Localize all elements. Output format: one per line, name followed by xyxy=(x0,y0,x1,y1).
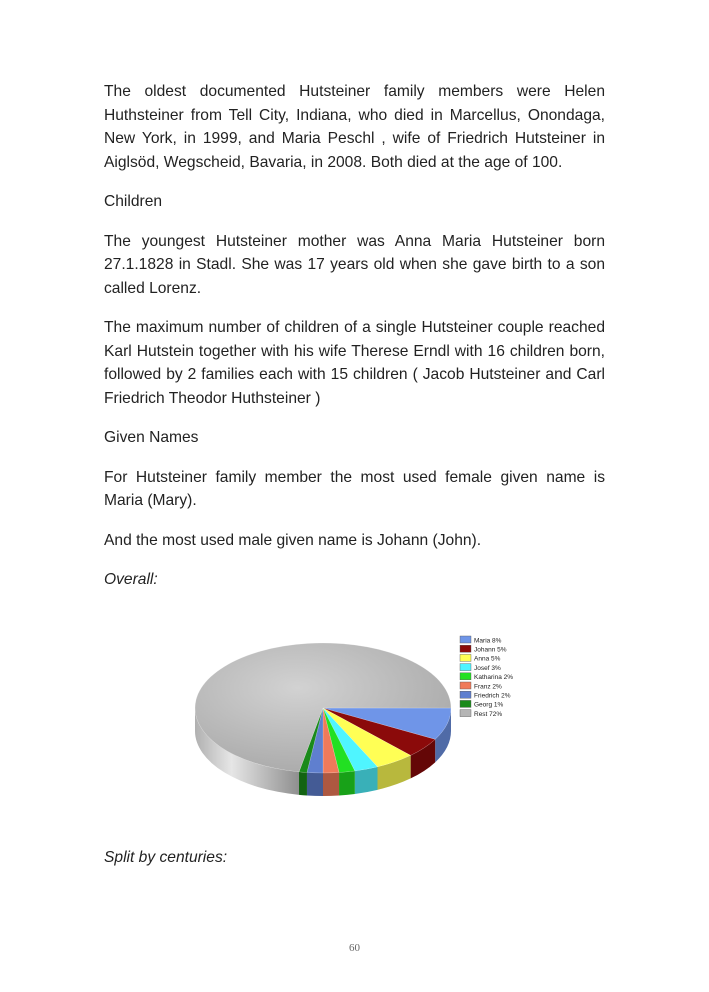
legend-swatch-johann xyxy=(460,645,471,652)
pie-side-franz xyxy=(323,772,339,796)
legend-swatch-rest xyxy=(460,710,471,717)
given-names-pie-chart xyxy=(190,630,530,810)
legend-label-maria: Maria 8% xyxy=(474,637,502,645)
legend-swatch-franz xyxy=(460,682,471,689)
legend-swatch-katharina xyxy=(460,673,471,680)
heading-given-names: Given Names xyxy=(104,429,199,446)
legend-label-katharina: Katharina 2% xyxy=(474,674,514,682)
legend-item-johann xyxy=(460,645,507,653)
pie-side-georg xyxy=(299,772,307,796)
paragraph-max-children: The maximum number of children of a single Hutsteiner couple reached Karl Hutstein together with his wife Therese Erndl with 16 children born, followed by 2 families each with 15 children ( Jacob Hutsteiner and Carl Friedrich Theodor Huthsteiner ) xyxy=(104,319,605,407)
paragraph-oldest-members: The oldest documented Hutsteiner family members were Helen Huthsteiner from Tell City, Indiana, who died in Marcellus, Onondaga, New York, in 1999, and Maria Peschl , wife of Friedrich Hutsteiner in Aiglsöd, Wegscheid, Bavaria, in 2008. Both died at the age of 100. xyxy=(104,83,605,171)
page-number: 60 xyxy=(349,942,360,954)
legend-item-friedrich xyxy=(460,691,511,699)
pie-tops xyxy=(195,643,451,773)
text-column xyxy=(104,80,605,592)
legend-label-friedrich: Friedrich 2% xyxy=(474,692,511,700)
legend-swatch-georg xyxy=(460,700,471,707)
paragraph-male-name: And the most used male given name is Johann (John). xyxy=(104,531,482,549)
paragraph-female-name: For Hutsteiner family member the most used female given name is Maria (Mary). xyxy=(104,468,605,509)
paragraph-youngest-mother: The youngest Hutsteiner mother was Anna Maria Hutsteiner born 27.1.1828 in Stadl. She was 17 years old when she gave birth to a son called Lorenz. xyxy=(104,232,605,297)
legend-label-johann: Johann 5% xyxy=(474,646,507,654)
label-overall: Overall: xyxy=(104,571,158,588)
legend-swatch-anna xyxy=(460,654,471,661)
pie-side-josef xyxy=(355,767,378,794)
legend-item-rest xyxy=(460,710,502,718)
legend-swatch-friedrich xyxy=(460,691,471,698)
pie-side-katharina xyxy=(339,771,355,796)
legend-swatch-maria xyxy=(460,636,471,643)
legend-label-josef: Josef 3% xyxy=(474,664,501,672)
legend-swatch-josef xyxy=(460,664,471,671)
legend-item-georg xyxy=(460,700,503,708)
chart-legend xyxy=(460,636,513,718)
legend-label-rest: Rest 72% xyxy=(474,710,503,718)
pie-chart-svg xyxy=(190,630,530,810)
legend-item-franz xyxy=(460,682,502,690)
legend-label-anna: Anna 5% xyxy=(474,655,501,663)
legend-item-katharina xyxy=(460,673,513,681)
label-split-by-centuries: Split by centuries: xyxy=(104,849,228,866)
heading-children: Children xyxy=(104,193,163,210)
legend-item-josef xyxy=(460,664,501,672)
legend-label-georg: Georg 1% xyxy=(474,701,504,709)
legend-label-franz: Franz 2% xyxy=(474,683,502,691)
pie-side-friedrich xyxy=(307,772,323,796)
legend-item-maria xyxy=(460,636,502,644)
legend-item-anna xyxy=(460,654,501,662)
